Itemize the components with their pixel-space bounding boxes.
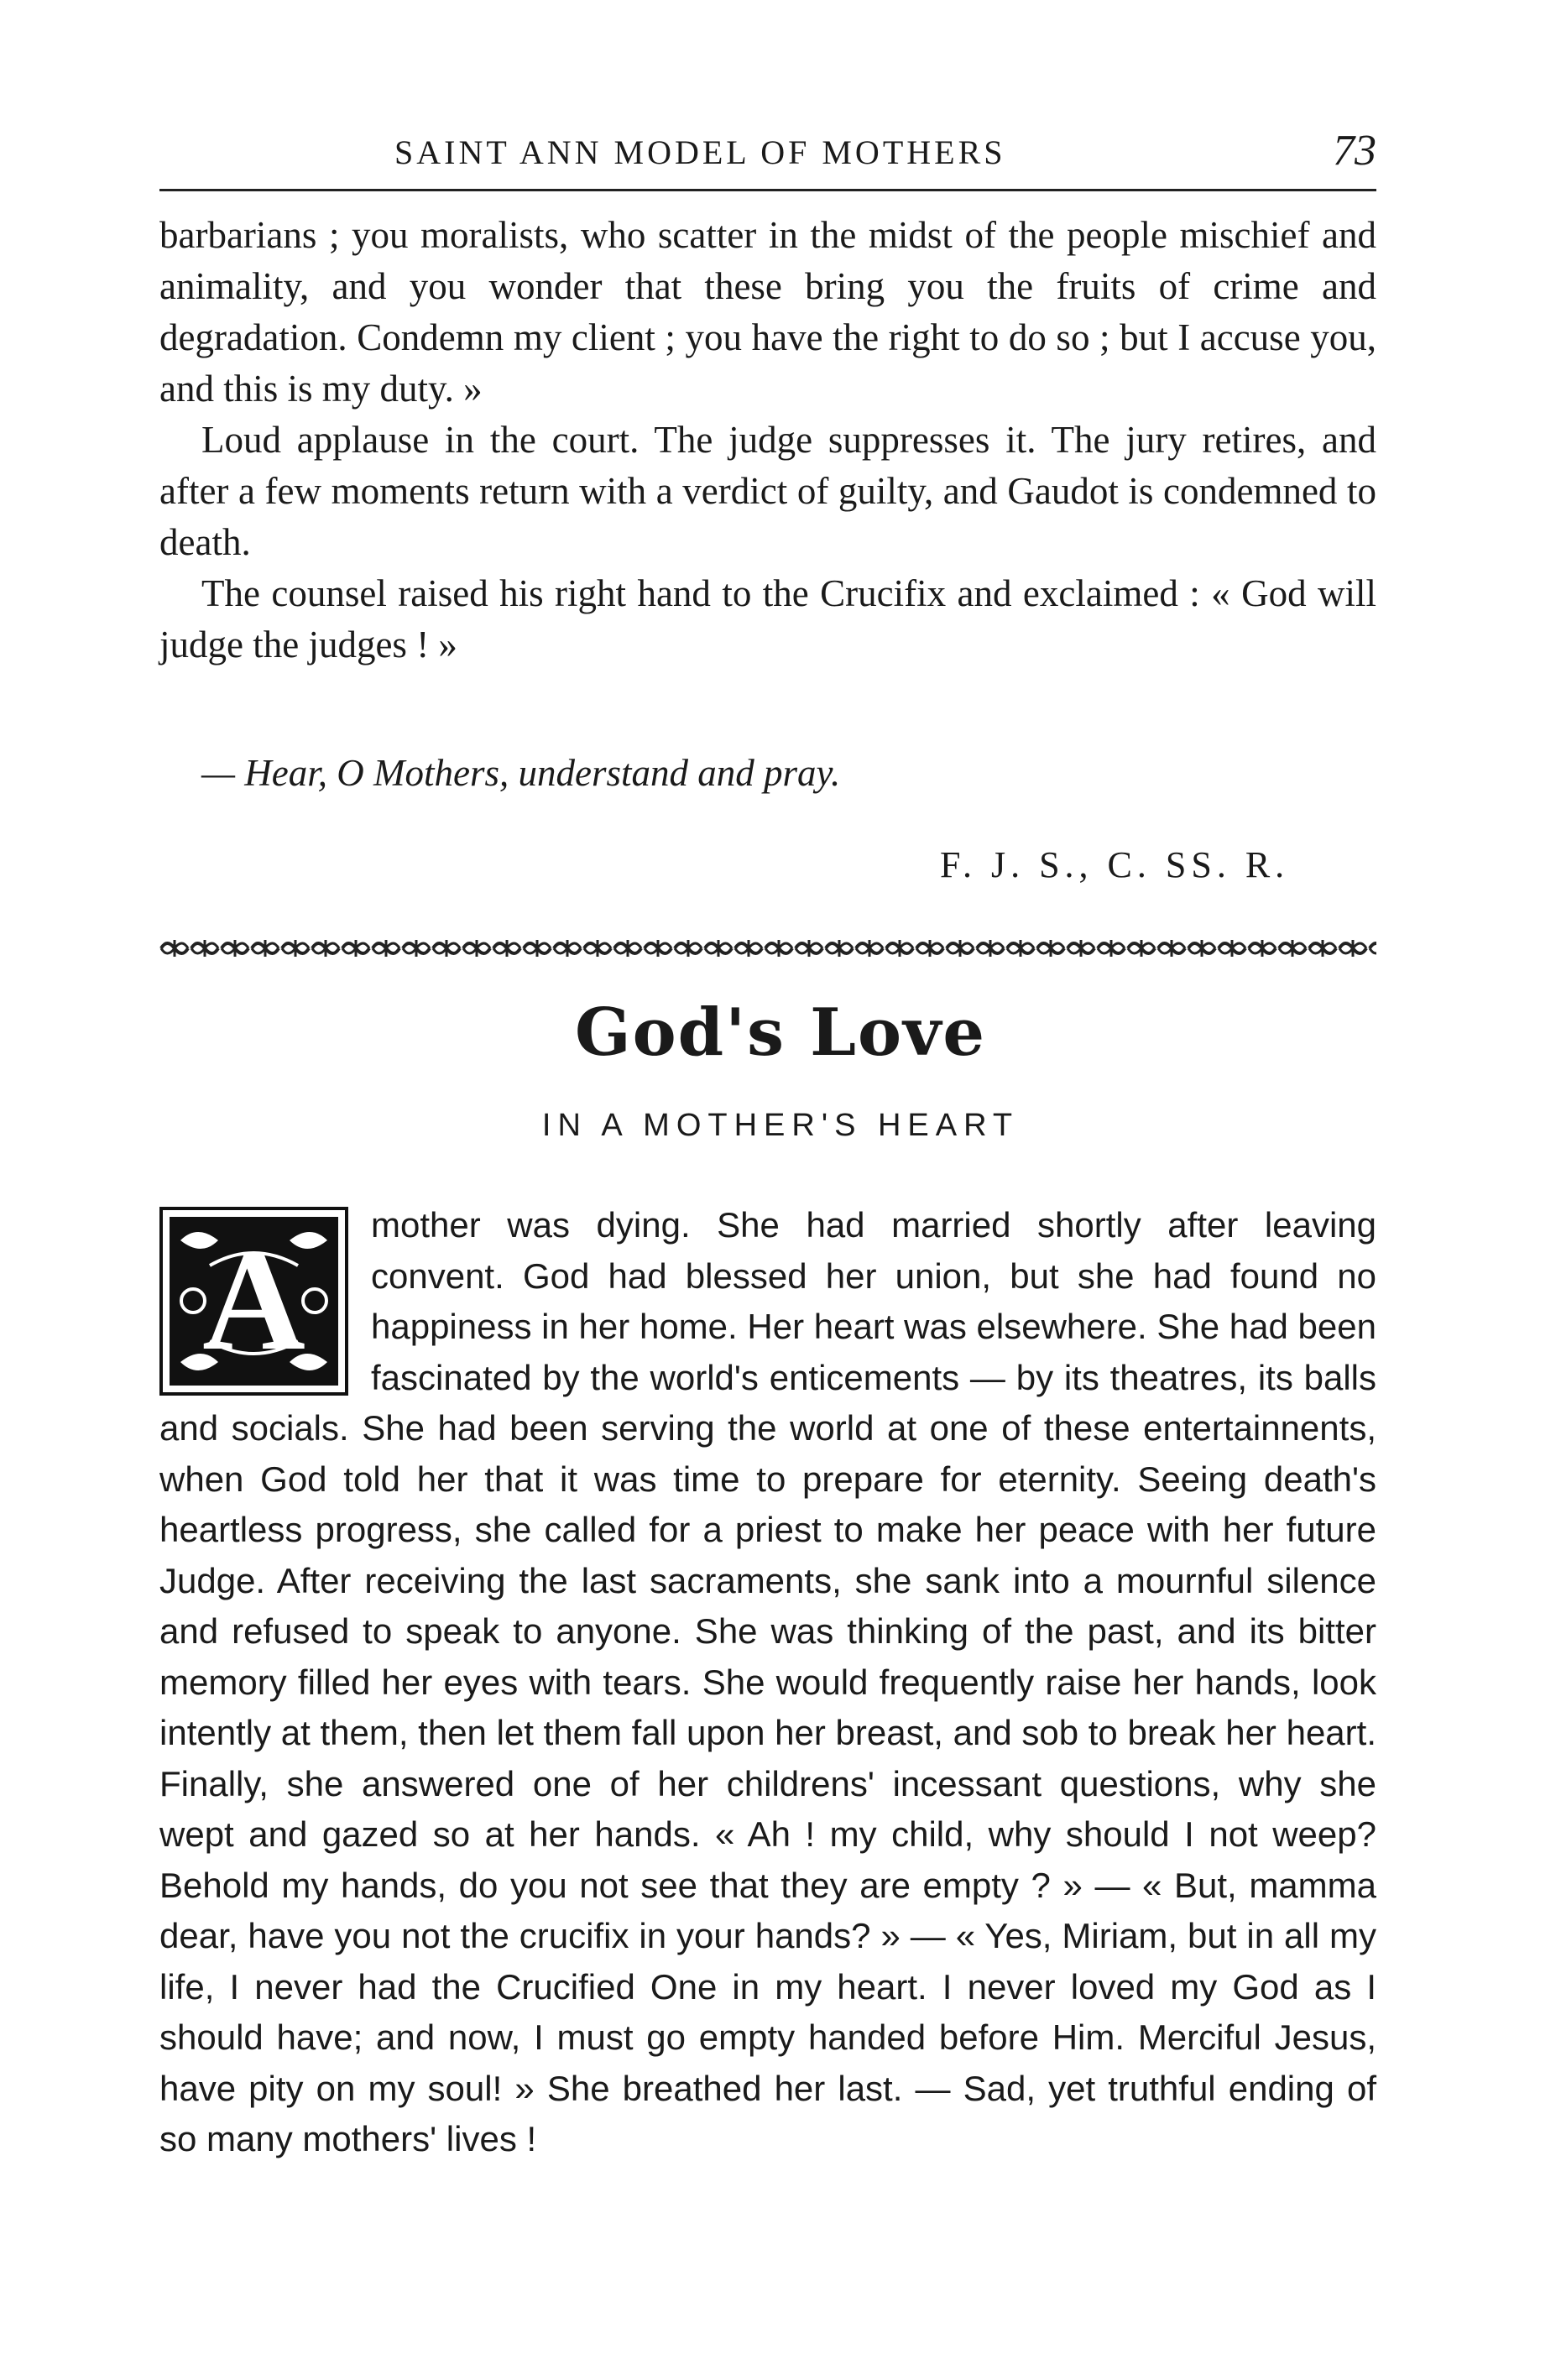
ornamental-divider [159, 936, 1376, 961]
article-subtitle: IN A MOTHER'S HEART [541, 1108, 1020, 1143]
paragraph: Loud applause in the court. The judge suppresses it. The jury retires, and after a few moments return with a verdict of guilty, and Gaudot is condemned to death. [159, 419, 1376, 563]
preceding-article-text [159, 210, 1376, 671]
running-title: SAINT ANN MODEL OF MOTHERS [394, 133, 1006, 171]
author-signature: F. J. S., C. SS. R. [940, 844, 1290, 885]
illuminated-drop-cap [159, 1207, 348, 1396]
article-paragraph: mother was dying. She had married shortly after leaving convent. God had blessed her union, but she had found no happiness in her home. Her heart was elsewhere. She had been fascinated by the world's enticements — by its theatres, its balls and socials. She had been serving the world at one of these entertainnents, when God told her that it was time to prepare for eternity. Seeing death's heartless progress, she called for a priest to make her peace with her future Judge. After receiving the last sacraments, she sank into a mournful silence and refused to speak to anyone. She was thinking of the past, and its bitter memory filled her eyes with tears. She would frequently raise her hands, look intently at them, then let them fall upon her breast, and sob to break her heart. Finally, she answered one of her childrens' incessant questions, why she wept and gazed so at her hands. « Ah ! my child, why should I not weep? Behold my hands, do you not see that they are empty ? » — « But, mamma dear, have you not the crucifix in your hands? » — « Yes, Miriam, but in all my life, I never had the Crucified One in my heart. I never loved my God as I should have; and now, I must go empty handed before Him. Merciful Jesus, have pity on my soul! » She breathed her last. — Sad, yet truthful ending of so many mothers' lives ! [159, 1205, 1376, 2158]
article-title: God's Love [575, 994, 986, 1071]
closing-motto: — Hear, O Mothers, understand and pray. [201, 752, 841, 794]
paragraph: barbarians ; you moralists, who scatter in the midst of the people mischief and animality, and you wonder that these bring you the fruits of crime and degradation. Condemn my client ; you have the right to do so ; but I accuse you, and this is my duty. » [159, 214, 1376, 410]
drop-cap-letter: A [202, 1222, 305, 1380]
page-number: 73 [1333, 127, 1376, 175]
header-rule [159, 189, 1376, 191]
running-head [159, 126, 1376, 185]
paragraph: The counsel raised his right hand to the Crucifix and exclaimed : « God will judge the judges ! » [159, 572, 1376, 665]
